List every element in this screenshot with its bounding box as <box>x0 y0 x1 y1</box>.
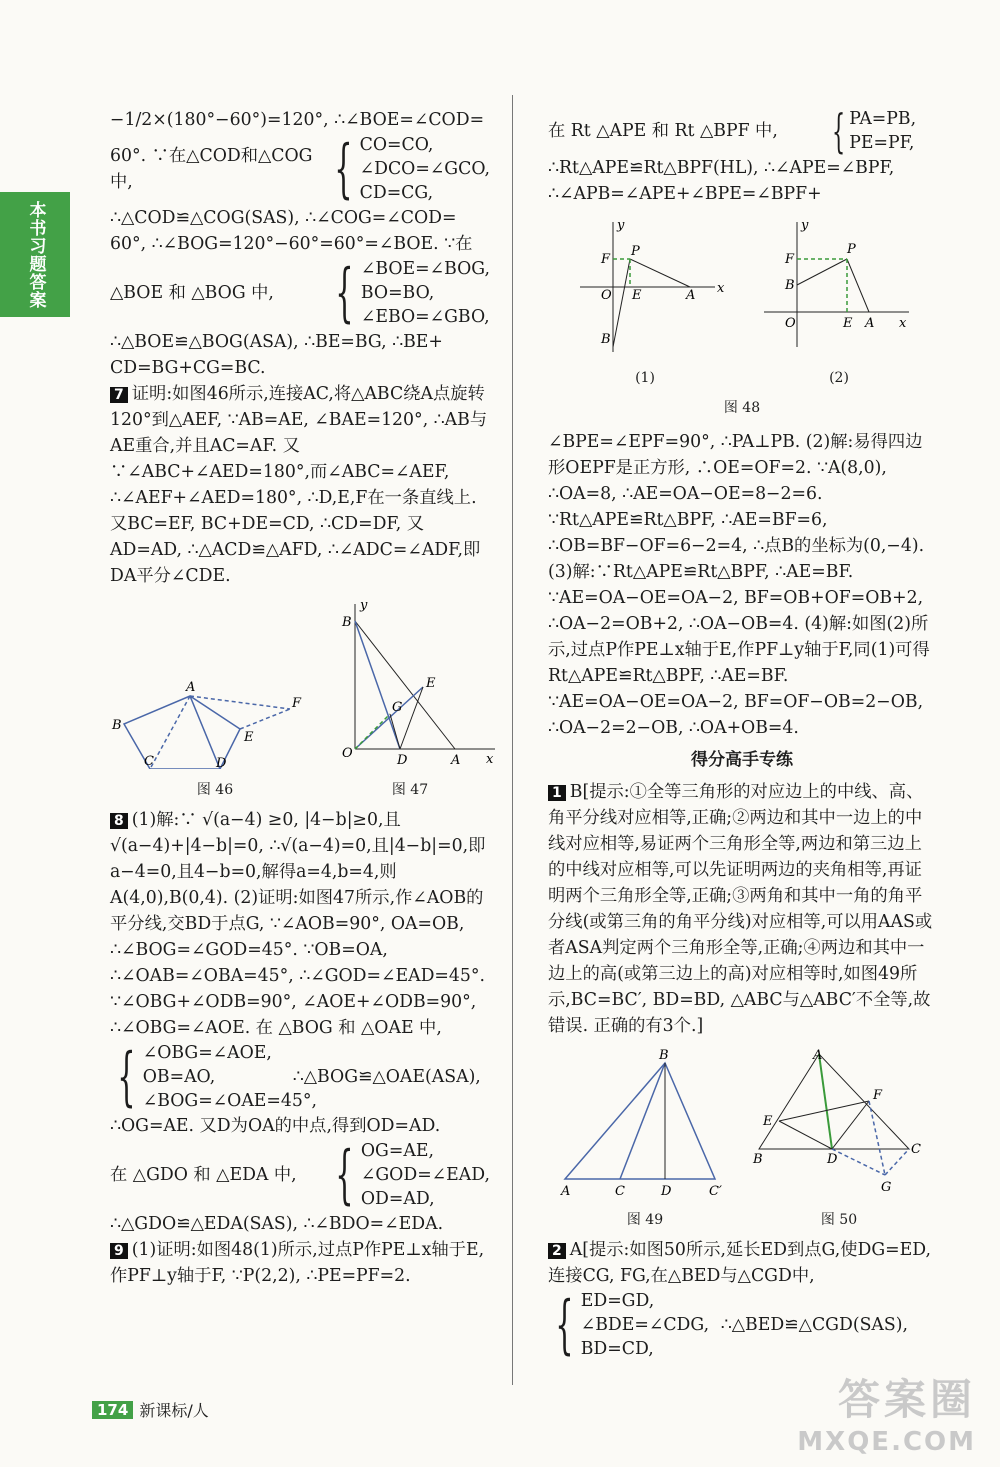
watermark-url: MXQE.COM <box>797 1427 976 1457</box>
question-text: 证明:如图46所示,连接AC,将△ABC绕A点旋转120°到△AEF, ∵AB=AE, ∠BAE=120°, ∴AB与AE重合,并且AC=AF. 又∵∠ABC+∠AED=180°,而∠ABC=∠AEF, ∴∠AEF+∠AED=180°, ∴D,E,F在一条直线上. 又BC=EF, BC+DE=CD, ∴CD=DF, 又AD=AD, ∴△ACD≌△AFD, ∴∠ADC=∠ADF,即DA平分∠CDE. <box>110 384 488 586</box>
point-label: G <box>881 1180 892 1195</box>
point-label: B <box>659 1049 669 1063</box>
question-text: A[提示:如图50所示,延长ED到点G,使DG=ED,连接CG, FG,在△BED与△CGD中, <box>548 1240 932 1286</box>
point-label: E <box>426 676 436 691</box>
point-label: A <box>865 316 875 331</box>
point-label: A <box>686 288 696 303</box>
point-label: O <box>342 746 353 761</box>
question-number: 9 <box>110 1243 128 1259</box>
point-label: C′ <box>709 1184 722 1199</box>
point-label: A <box>451 753 461 768</box>
point-label: P <box>631 244 640 259</box>
figure-row <box>548 1049 936 1233</box>
point-label: D <box>661 1184 672 1199</box>
point-label: B <box>342 615 352 630</box>
axis-label: y <box>360 599 368 613</box>
point-label: A <box>561 1184 571 1199</box>
question-text: B[提示:①全等三角形的对应边上的中线、高、角平分线对应相等,正确;②两边和其中一边上的中线对应相等,易证两个三角形全等,两边和第三边上的中线对应相等,可以先证明两边的夹角相等,再证明两个三角形全等,正确;③两角和其中一角的角平分线(或第三角的角平分线)对应相等,可以用AAS或者ASA判定两个三角形全等,正确;④两边和其中一边上的高(或第三边上的高)对应相等时,如图49所示,BC=BC′, BD=BD, △ABC与△ABC′不全等,故错误. 正确的有3个.] <box>548 782 933 1036</box>
column-divider <box>512 95 513 1385</box>
brace-line: ED=GD, <box>580 1291 655 1311</box>
text-line: ∴Rt△APE≌Rt△BPF(HL), ∴∠APE=∠BPF, ∴∠APB=∠APE+∠BPE=∠BPF+ <box>548 158 895 204</box>
point-label: B <box>601 332 611 347</box>
figure-caption: 图 49 <box>626 1212 664 1228</box>
point-label: E <box>632 288 642 303</box>
axis-label: x <box>486 752 494 767</box>
axis-label: y <box>801 218 809 233</box>
point-label: F <box>601 252 611 267</box>
brace-line: PE=PF, <box>849 133 915 153</box>
point-label: F <box>292 696 302 711</box>
brace-line: CD=CG, <box>359 183 434 203</box>
text-line: 在 △GDO 和 △EDA 中, <box>110 1165 297 1185</box>
point-label: D <box>827 1152 838 1167</box>
watermark <box>797 1367 976 1457</box>
figure-caption: (2) <box>829 370 849 386</box>
question-number: 7 <box>110 387 128 403</box>
brace-group: 在 △GDO 和 △EDA 中, { OG=AE, ∠GOD=∠EAD, OD=AD, <box>110 1138 490 1212</box>
point-label: C <box>144 754 154 769</box>
axis-label: x <box>717 281 725 296</box>
question-text: (1)证明:如图48(1)所示,过点P作PE⊥x轴于E,作PF⊥y轴于F, ∵P(2,2), ∴PE=PF=2. <box>110 1240 485 1286</box>
brace-line: CO=CO, <box>359 135 434 155</box>
figure-row <box>110 599 494 803</box>
point-label: D <box>216 756 227 769</box>
side-tab: 本书习题答案 <box>0 192 70 317</box>
brace-line: ∠GOD=∠EAD, <box>360 1165 490 1185</box>
point-label: E <box>763 1114 773 1129</box>
point-label: C <box>615 1184 625 1199</box>
page-number: 174 <box>92 1401 133 1419</box>
question-9 <box>110 1237 490 1289</box>
text-line: ∠BPE=∠EPF=90°, ∴PA⊥PB. (2)解:易得四边形OEPF是正方形, ∴OE=OF=2. ∵A(8,0), ∴OA=8, ∴AE=OA−OE=8−2=6. ∵Rt△APE≌Rt△BPF, ∴AE=BF=6, ∴OB=BF−OF=6−2=4, ∴点B的坐标为(0,−4). (3)解:∵Rt△APE≌Rt△BPF, ∴AE=BF. ∵AE=OA−OE=OA−2, BF=OB+OF=OB+2, ∴OA−2=OB+2, ∴OA−OB=4. (4)解:如图(2)所示,过点P作PE⊥x轴于E,作PF⊥y轴于F,同(1)可得Rt△APE≌Rt△BPF, ∴AE=BF. ∵AE=OA−OE=OA−2, BF=OF−OB=2−OB, ∴OA−2=2−OB, ∴OA+OB=4. <box>548 432 930 738</box>
text-line: 在 Rt △APE 和 Rt △BPF 中, <box>548 121 778 141</box>
question-number: 1 <box>548 785 566 801</box>
series-label: 新课标/人 <box>139 1401 209 1420</box>
text-line: ∴△BED≌△CGD(SAS), <box>720 1315 908 1335</box>
question-text: (1)解:∵ √(a−4) ≥0, |4−b|≥0,且√(a−4)+|4−b|=0, ∴√(a−4)=0,且|4−b|=0,即a−4=0,且4−b=0,解得a=4,b=4,则A(4,0),B(0,4). (2)证明:如图47所示,作∠AOB的平分线,交BD于点G, ∵∠AOB=90°, OA=OB, ∴∠BOG=∠GOD=45°. ∵OB=OA, ∴∠OAB=∠OBA=45°, ∴∠GOD=∠EAD=45°. ∵∠OBG+∠ODB=90°, ∠AOE+∠ODB=90°, ∴∠OBG=∠AOE. 在 △BOG 和 △OAE 中, <box>110 810 486 1038</box>
point-label: A <box>186 680 196 695</box>
point-label: C <box>911 1142 921 1157</box>
point-label: A <box>813 1049 823 1063</box>
watermark-text: 答案圈 <box>837 1375 976 1424</box>
brace-line: ∠BOE=∠BOG, <box>360 259 490 279</box>
figure-49 <box>555 1049 735 1199</box>
point-label: G <box>392 700 403 715</box>
figure-caption: 图 46 <box>196 782 234 798</box>
axis-label: y <box>617 218 625 233</box>
left-column <box>110 107 494 1289</box>
question-number: 8 <box>110 813 128 829</box>
point-label: P <box>847 242 856 257</box>
text-line: ∴OG=AE. 又D为OA的中点,得到OD=AD. <box>110 1116 441 1136</box>
point-label: O <box>601 288 612 303</box>
text-line: ∴△GDO≌△EDA(SAS), ∴∠BDO=∠EDA. <box>110 1214 444 1234</box>
point-label: D <box>397 753 408 768</box>
text-line: 60°, ∴∠BOG=120°−60°=60°=∠BOE. ∵在 <box>110 234 473 254</box>
figure-caption: 图 47 <box>391 782 429 798</box>
question-number: 2 <box>548 1243 566 1259</box>
brace-line: ∠BOG=∠OAE=45°, <box>142 1091 318 1111</box>
practice-2 <box>548 1237 936 1289</box>
brace-group: 60°. ∵在△COD和△COG中, { CO=CO, ∠DCO=∠GCO, CD=CG, <box>110 132 490 206</box>
brace-line: ∠DCO=∠GCO, <box>359 159 490 179</box>
text-line: ∴△BOG≌△OAE(ASA), <box>292 1067 481 1087</box>
brace-line: OB=AO, <box>142 1067 216 1087</box>
text-line: △BOE 和 △BOG 中, <box>110 283 274 303</box>
point-label: E <box>244 730 254 745</box>
point-label: E <box>843 316 853 331</box>
brace-line: OG=AE, <box>360 1141 434 1161</box>
practice-1 <box>548 779 936 1039</box>
text-line: 60°. ∵在△COD和△COG中, <box>110 146 313 192</box>
figure-caption: 图 50 <box>820 1212 858 1228</box>
figure-50 <box>749 1049 929 1199</box>
brace-line: BO=BO, <box>360 283 435 303</box>
brace-line: BD=CD, <box>580 1339 654 1359</box>
figure-caption: (1) <box>635 370 655 386</box>
brace-line: OD=AD, <box>360 1189 435 1209</box>
right-column <box>548 104 936 1362</box>
brace-line: ∠EBO=∠GBO, <box>360 307 490 327</box>
figure-48-2 <box>759 217 919 357</box>
text-line: ∴△BOE≌△BOG(ASA), ∴BE=BG, ∴BE+ <box>110 332 443 352</box>
section-title: 得分高手专练 <box>691 750 793 770</box>
point-label: O <box>785 316 796 331</box>
figure-48-1 <box>565 217 725 357</box>
point-label: F <box>785 252 795 267</box>
figure-46 <box>110 649 320 769</box>
point-label: B <box>753 1152 763 1167</box>
axis-label: x <box>899 316 907 331</box>
text-line: CD=BG+CG=BC. <box>110 358 266 378</box>
figure-row <box>548 217 936 391</box>
brace-line: ∠OBG=∠AOE, <box>142 1043 272 1063</box>
figure-47 <box>320 599 500 769</box>
question-8 <box>110 807 490 1041</box>
text-line: −1/2×(180°−60°)=120°, ∴∠BOE=∠COD= <box>110 110 485 130</box>
brace-line: ∠BDE=∠CDG, <box>580 1315 710 1335</box>
brace-line: PA=PB, <box>849 109 917 129</box>
brace-group: △BOE 和 △BOG 中, { ∠BOE=∠BOG, BO=BO, ∠EBO=∠GBO, <box>110 256 490 330</box>
question-7 <box>110 381 490 589</box>
brace-group: { ∠OBG=∠AOE, OB=AO, ∠BOG=∠OAE=45°, ∴△BOG≌△OAE(ASA), <box>117 1040 481 1114</box>
point-label: B <box>785 278 795 293</box>
figure-caption: 图 48 <box>723 400 761 416</box>
text-line: ∴△COD≌△COG(SAS), ∴∠COG=∠COD= <box>110 208 457 228</box>
brace-group: 在 Rt △APE 和 Rt △BPF 中, { PA=PB, PE=PF, <box>548 104 917 158</box>
point-label: B <box>112 718 122 733</box>
page-footer <box>92 1398 209 1421</box>
point-label: F <box>873 1088 883 1103</box>
brace-group: { ED=GD, ∠BDE=∠CDG, BD=CD, ∴△BED≌△CGD(SAS), <box>555 1288 908 1362</box>
